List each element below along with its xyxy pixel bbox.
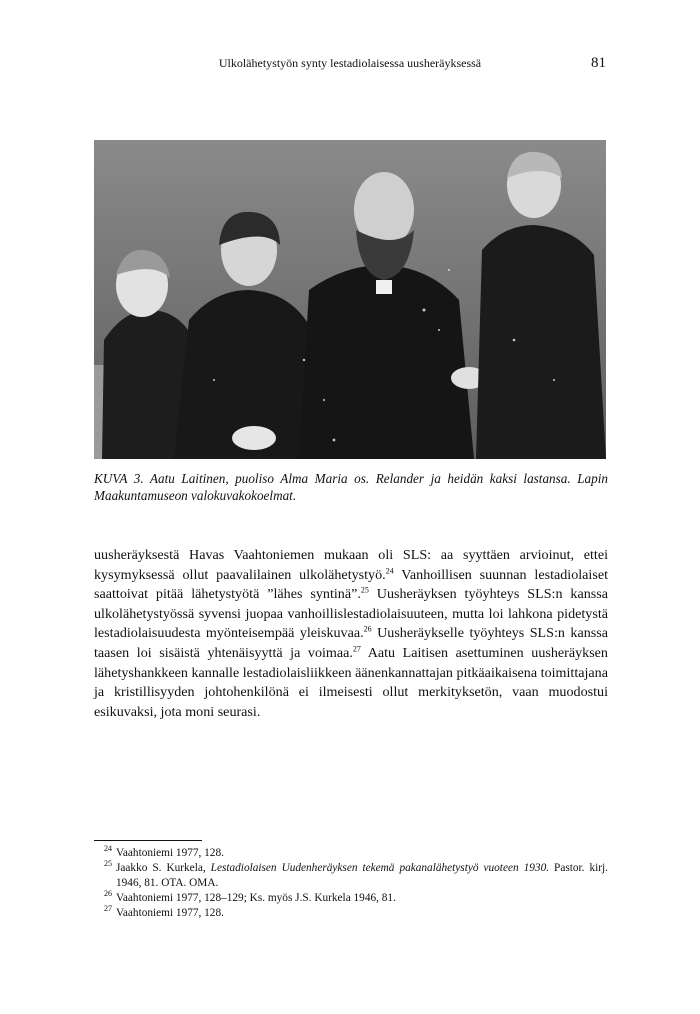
figure-caption: KUVA 3. Aatu Laitinen, puoliso Alma Maria os. Relander ja heidän kaksi lastansa. Lapin Maakuntamuseon valokuvakokoelmat. — [94, 471, 608, 503]
body-paragraph — [94, 546, 608, 722]
footnote-27 — [94, 906, 608, 921]
footnote-number: 27 — [104, 904, 112, 914]
footnote-title: Lestadiolaisen Uudenheräyksen tekemä pakanalähetystyö vuoteen 1930. — [210, 862, 550, 874]
body-segment-4: Uusheräykselle työyhteys SLS:n kanssa taasen loi sisäistä yhtenäisyyttä ja voimaa. — [94, 625, 608, 661]
footnote-text: Vaahtoniemi 1977, 128. — [116, 907, 224, 919]
footnotes — [94, 846, 608, 921]
body-segment-1: uusheräyksestä Havas Vaahtoniemen mukaan oli SLS: aa syyttäen arvioinut, ettei kysymyksessä ollut paavalilainen ulkolähetystyö. — [94, 547, 608, 583]
footnote-ref-24[interactable]: 24 — [385, 565, 394, 575]
body-segment-3: Uusheräyksen työyhteys SLS:n kanssa ulkolähetystyössä syvensi juopaa vanhoillislestadiolaisuuteen, mutta loi lahkona pidetystä lestadiolaisuudesta myönteisempää yleiskuvaa. — [94, 586, 608, 642]
body-segment-2: Vanhoillisen suunnan lestadiolaiset saattoivat pitää lähetystyötä ”lähes syntinä”. — [94, 566, 608, 603]
footnote-26 — [94, 891, 608, 906]
page-header — [94, 54, 606, 72]
page-number: 81 — [591, 55, 606, 71]
footnote-number: 26 — [104, 889, 112, 899]
footnote-divider — [94, 840, 202, 841]
footnote-text: Vaahtoniemi 1977, 128–129; Ks. myös J.S. Kurkela 1946, 81. — [116, 892, 396, 904]
footnote-ref-25[interactable]: 25 — [360, 585, 369, 595]
body-segment-5: Aatu Laitisen asettuminen uusheräyksen lähetyshankkeen kannalle lestadiolaisliikkeen äänenkannattajan pitkäaikaisena toimittajana ja kristillisyyden johtohenkilönä ei ilmeisesti ollut merkityksetön, vaan muodostui esikuvaksi, jota moni seurasi. — [94, 644, 608, 720]
running-title: Ulkolähetystyön synty lestadiolaisessa uusheräyksessä — [218, 56, 482, 70]
footnote-ref-26[interactable]: 26 — [363, 624, 372, 634]
family-portrait-photo — [94, 140, 606, 459]
footnote-number: 25 — [104, 859, 112, 869]
footnote-text: Jaakko S. Kurkela, — [116, 862, 211, 874]
footnote-text: Vaahtoniemi 1977, 128. — [116, 847, 224, 859]
footnote-text: Pastor. kirj. 1946, 81. OTA. OMA. — [116, 862, 608, 889]
footnote-number: 24 — [104, 844, 112, 854]
footnote-24 — [94, 846, 608, 861]
footnote-25 — [94, 861, 608, 891]
photo-icon — [94, 140, 606, 459]
footnote-ref-27[interactable]: 27 — [352, 644, 361, 654]
